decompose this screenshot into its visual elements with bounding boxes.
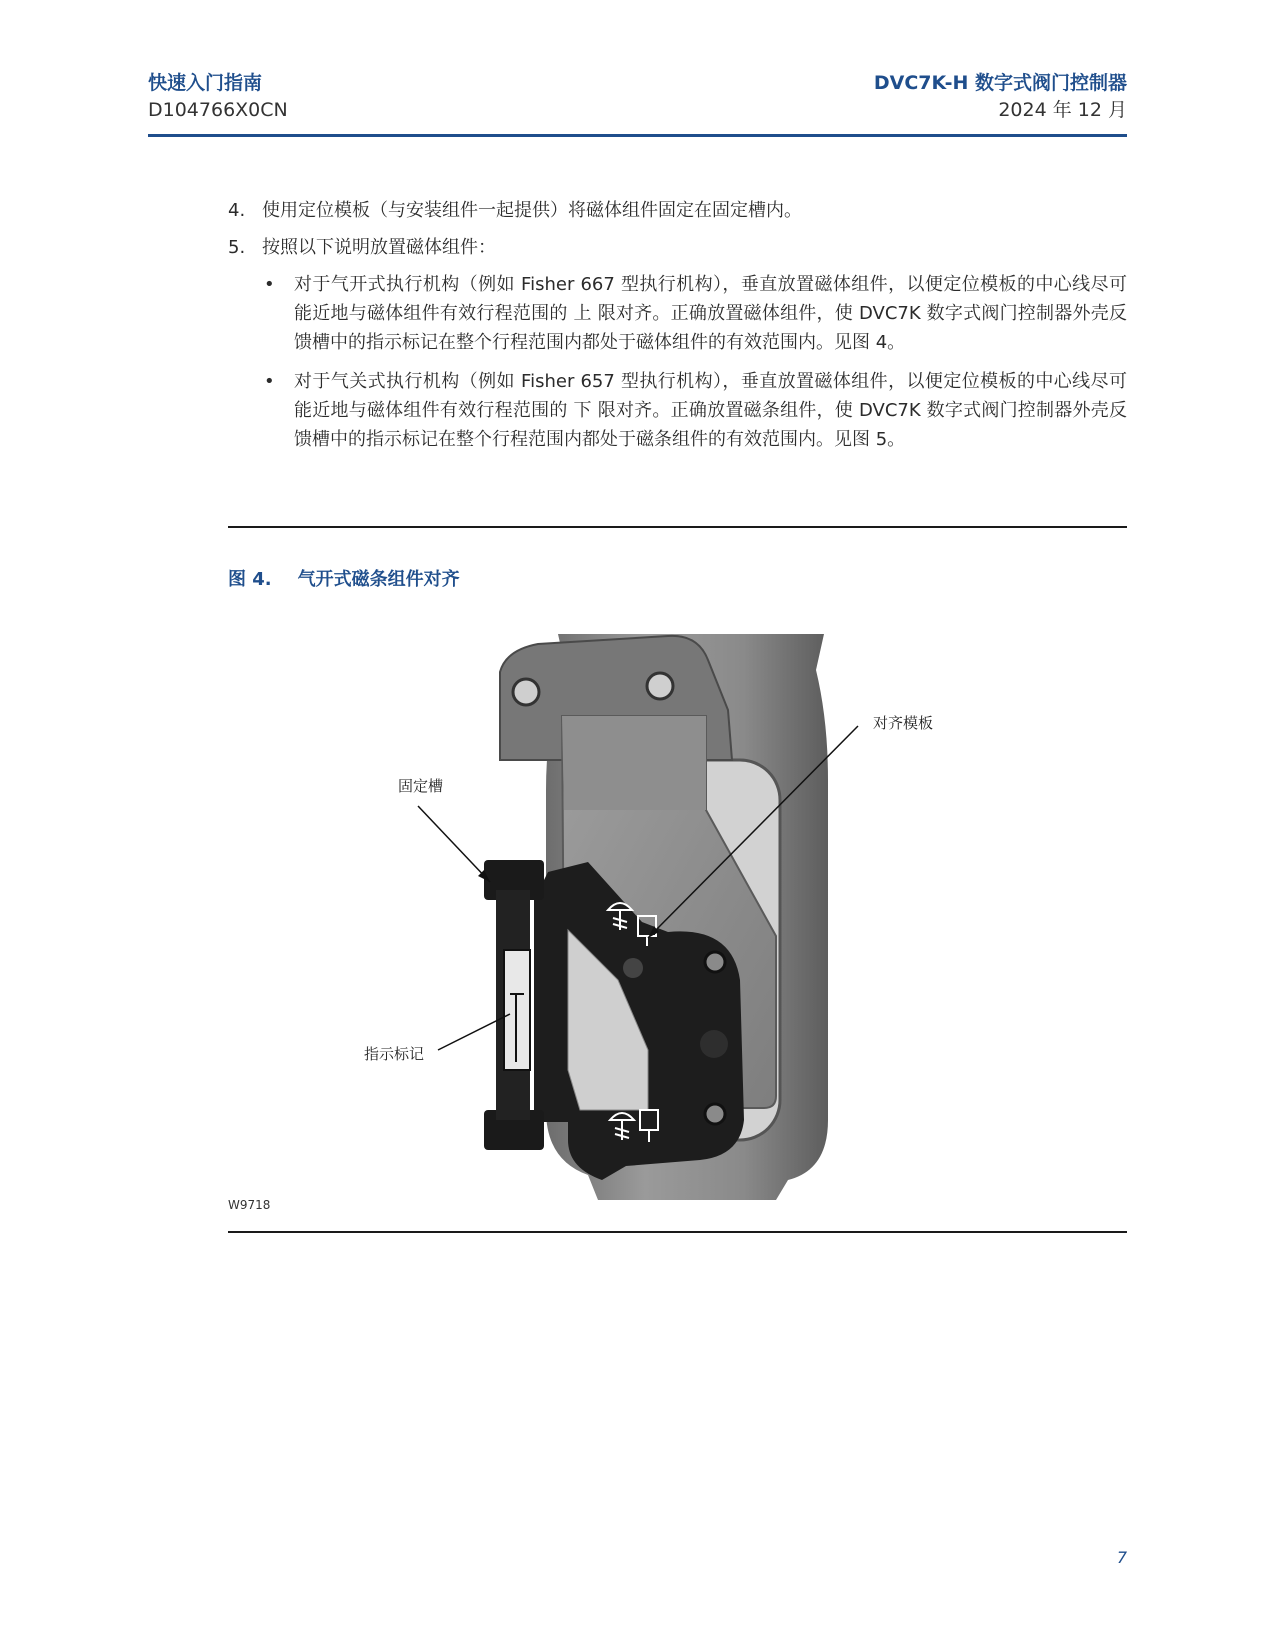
bolt-icon [513, 679, 539, 705]
header-product-title: DVC7K-H 数字式阀门控制器 [873, 72, 1127, 94]
bolt-icon [647, 673, 673, 699]
block-top-face [562, 716, 706, 810]
header-rule [148, 134, 1127, 137]
step-5 [228, 233, 1127, 262]
screw-icon [705, 1104, 725, 1124]
figure-number: 图 4. [228, 569, 272, 590]
step-text: 使用定位模板（与安装组件一起提供）将磁体组件固定在固定槽内。 [262, 200, 802, 221]
callout-fixing-slot: 固定槽 [398, 777, 444, 795]
header-right [874, 70, 1127, 124]
header-date: 2024 年 12 月 [998, 99, 1127, 121]
step-text: 按照以下说明放置磁体组件： [262, 237, 496, 258]
figure-4 [228, 600, 1127, 1280]
bullet-text: 对于气开式执行机构（例如 Fisher 667 型执行机构），垂直放置磁体组件，以便定位模板的中心线尽可能近地与磁体组件有效行程范围的 上 限对齐。正确放置磁体组件，使 DVC7K 数字式阀门控制器外壳反馈槽中的指示标记在整个行程范围内都处于磁体组件的有效范围内。见图 4。 [294, 274, 1127, 353]
figure-caption [228, 565, 486, 591]
figure-id: W9718 [228, 1198, 271, 1212]
leader-fixing-slot [418, 806, 490, 882]
step-4 [228, 196, 1127, 225]
bullet-air-to-open [262, 270, 1127, 357]
step-number: 5. [228, 237, 246, 258]
screw-icon [705, 952, 725, 972]
callout-alignment-template: 对齐模板 [873, 714, 934, 732]
figure-top-rule [228, 526, 1127, 528]
page-number: 7 [1116, 1548, 1127, 1567]
figure-bottom-rule [228, 1231, 1127, 1233]
header-doc-number: D104766X0CN [148, 99, 288, 121]
bracket-plug [700, 1030, 728, 1058]
bullet-list [262, 270, 1127, 454]
step-number: 4. [228, 200, 246, 221]
bullet-marker: • [264, 371, 275, 392]
magnet-assembly-illustration [228, 600, 1127, 1280]
bracket-hole [623, 958, 643, 978]
figure-title: 气开式磁条组件对齐 [297, 569, 460, 590]
header-left [148, 70, 288, 124]
bullet-marker: • [264, 274, 275, 295]
bullet-text: 对于气关式执行机构（例如 Fisher 657 型执行机构），垂直放置磁体组件，以便定位模板的中心线尽可能近地与磁体组件有效行程范围的 下 限对齐。正确放置磁条组件，使 DVC7K 数字式阀门控制器外壳反馈槽中的指示标记在整个行程范围内都处于磁条组件的有效范围内。见图 5。 [294, 371, 1127, 450]
bullet-air-to-close [262, 367, 1127, 454]
header-doc-type: 快速入门指南 [148, 72, 263, 94]
callout-indicator-mark: 指示标记 [364, 1045, 425, 1063]
body-text [228, 196, 1127, 464]
